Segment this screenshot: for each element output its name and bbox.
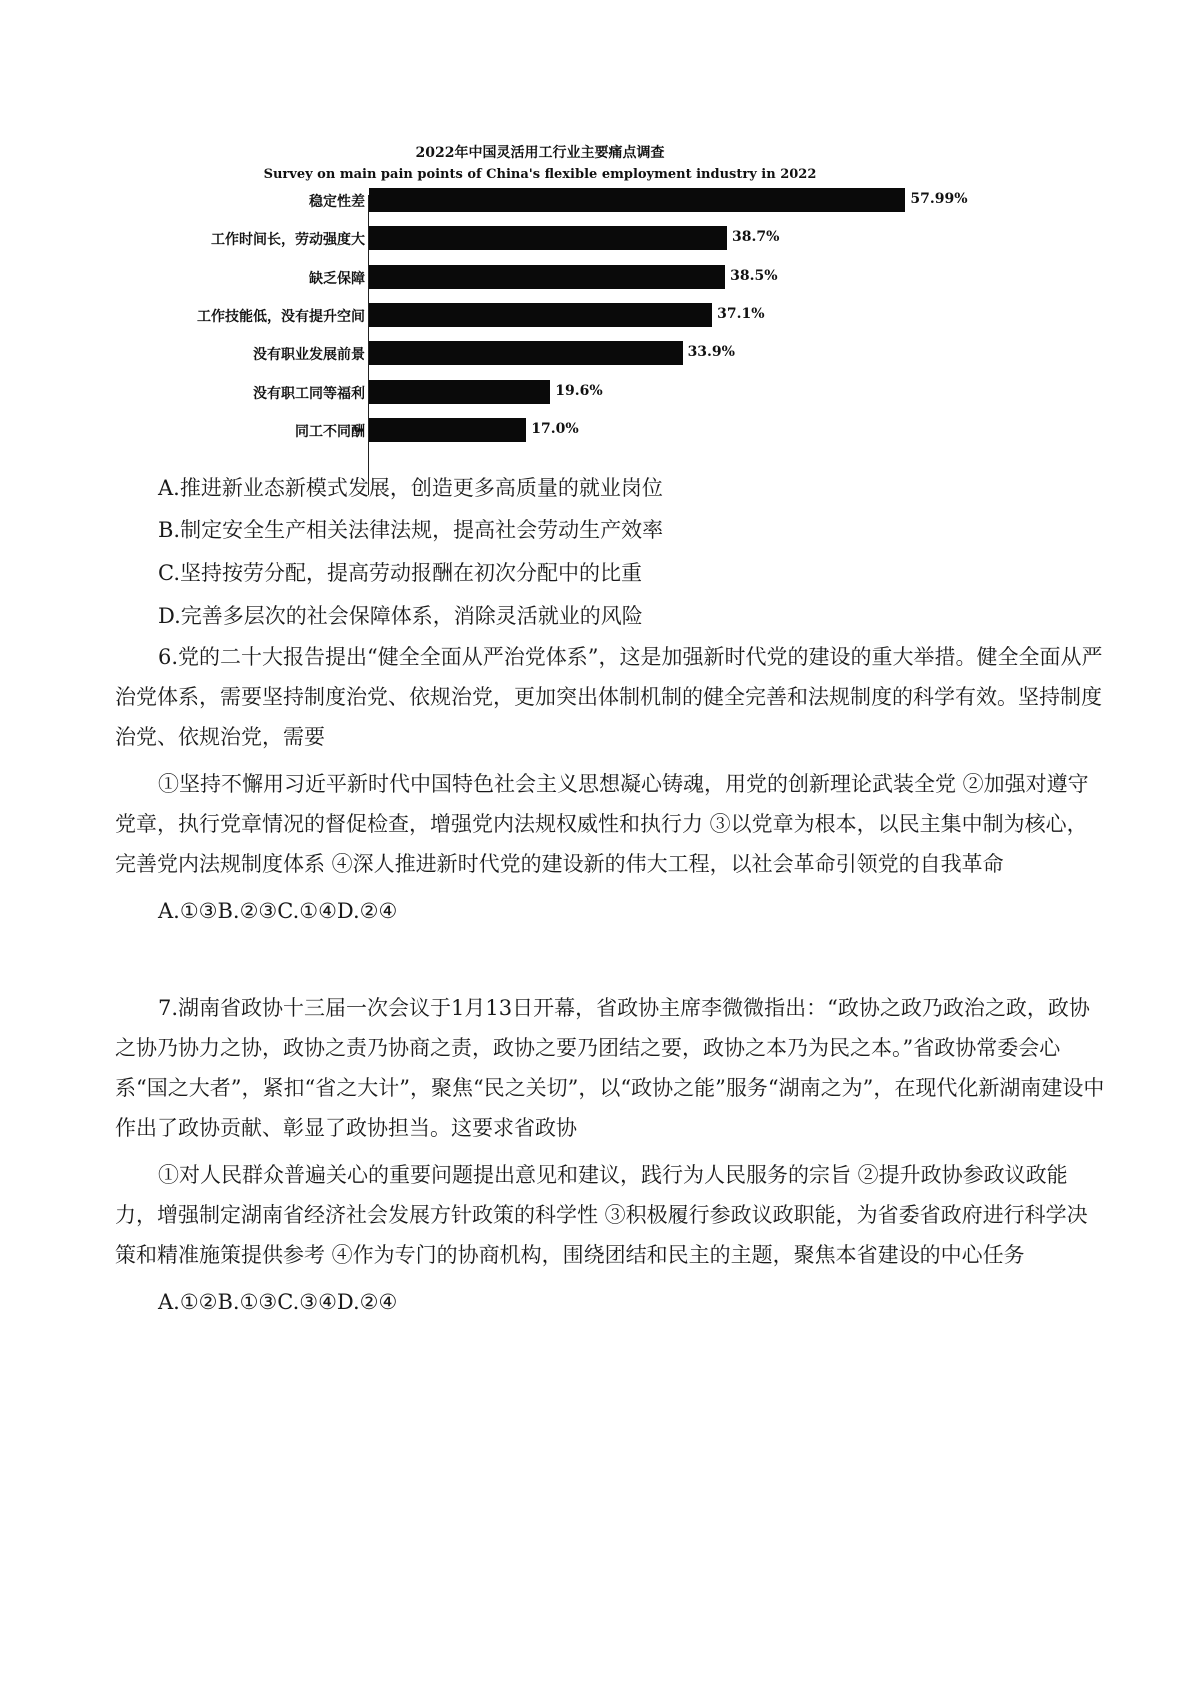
bar [369, 265, 725, 289]
q6-items: ①坚持不懈用习近平新时代中国特色社会主义思想凝心铸魂，用党的创新理论武装全党 ②加强对遵守党章，执行党章情况的督促检查，增强党内法规权威性和执行力 ③以党章为根本，以民主集中制为核心，完善党内法规制度体系 ④深人推进新时代党的建设新的伟大工程，以社会革命引领党的自我革命 [115, 772, 1089, 876]
category-label: 没有职工同等福利 [253, 385, 365, 402]
value-label: 38.5% [730, 267, 778, 284]
value-label: 19.6% [555, 382, 603, 399]
value-label: 37.1% [717, 305, 765, 322]
bar [369, 188, 905, 212]
q7-items: ①对人民群众普遍关心的重要问题提出意见和建议，践行为人民服务的宗旨 ②提升政协参政议政能力，增强制定湖南省经济社会发展方针政策的科学性 ③积极履行参政议政职能，为省委省政府进行科学决策和精准施策提供参考 ④作为专门的协商机构，围绕团结和民主的主题，聚焦本省建设的中心任务 [115, 1163, 1088, 1267]
question-7 [115, 988, 1105, 1322]
value-label: 17.0% [531, 420, 579, 437]
q5-option-b: B.制定安全生产相关法律法规，提高社会劳动生产效率 [158, 518, 664, 542]
bar-chart [150, 140, 968, 495]
q7-stem: 7.湖南省政协十三届一次会议于1月13日开幕，省政协主席李微微指出：“政协之政乃政治之政，政协之协乃协力之协，政协之责乃协商之责，政协之要乃团结之要，政协之本乃为民之本。”省政协常委会心系“国之大者”，紧扣“省之大计”，聚焦“民之关切”，以“政协之能”服务“湖南之为”，在现代化新湖南建设中作出了政协贡献、彰显了政协担当。这要求省政协 [115, 996, 1105, 1140]
bar [369, 226, 727, 250]
category-label: 稳定性差 [309, 194, 365, 210]
bar [369, 380, 550, 404]
q5-option-d: D.完善多层次的社会保障体系，消除灵活就业的风险 [158, 604, 643, 628]
chart-title: 2022年中国灵活用工行业主要痛点调查 [415, 145, 665, 161]
q6-stem: 6.党的二十大报告提出“健全全面从严治党体系”，这是加强新时代党的建设的重大举措。健全全面从严治党体系，需要坚持制度治党、依规治党，更加突出体制机制的健全完善和法规制度的科学有效。坚持制度治党、依规治党，需要 [115, 645, 1103, 749]
category-label: 没有职业发展前景 [253, 347, 365, 364]
bar [369, 341, 683, 365]
category-label: 同工不同酬 [295, 423, 365, 440]
value-label: 33.9% [687, 344, 735, 361]
bar [369, 418, 526, 442]
question-6 [115, 637, 1105, 931]
q6-options: A.①③B.②③C.①④D.②④ [158, 899, 398, 923]
q5-option-c: C.坚持按劳分配，提高劳动报酬在初次分配中的比重 [158, 561, 642, 585]
value-label: 38.7% [731, 229, 780, 246]
category-label: 工作技能低，没有提升空间 [197, 308, 365, 325]
category-label: 工作时间长，劳动强度大 [211, 232, 365, 249]
category-label: 缺乏保障 [309, 270, 365, 287]
chart-subtitle: Survey on main pain points of China's flexible employment industry in 2022 [263, 167, 817, 182]
q5-option-a: A.推进新业态新模式发展，创造更多高质量的就业岗位 [158, 476, 663, 500]
bar [369, 303, 712, 327]
q7-options: A.①②B.①③C.③④D.②④ [158, 1290, 398, 1314]
value-label: 57.99% [910, 191, 968, 207]
